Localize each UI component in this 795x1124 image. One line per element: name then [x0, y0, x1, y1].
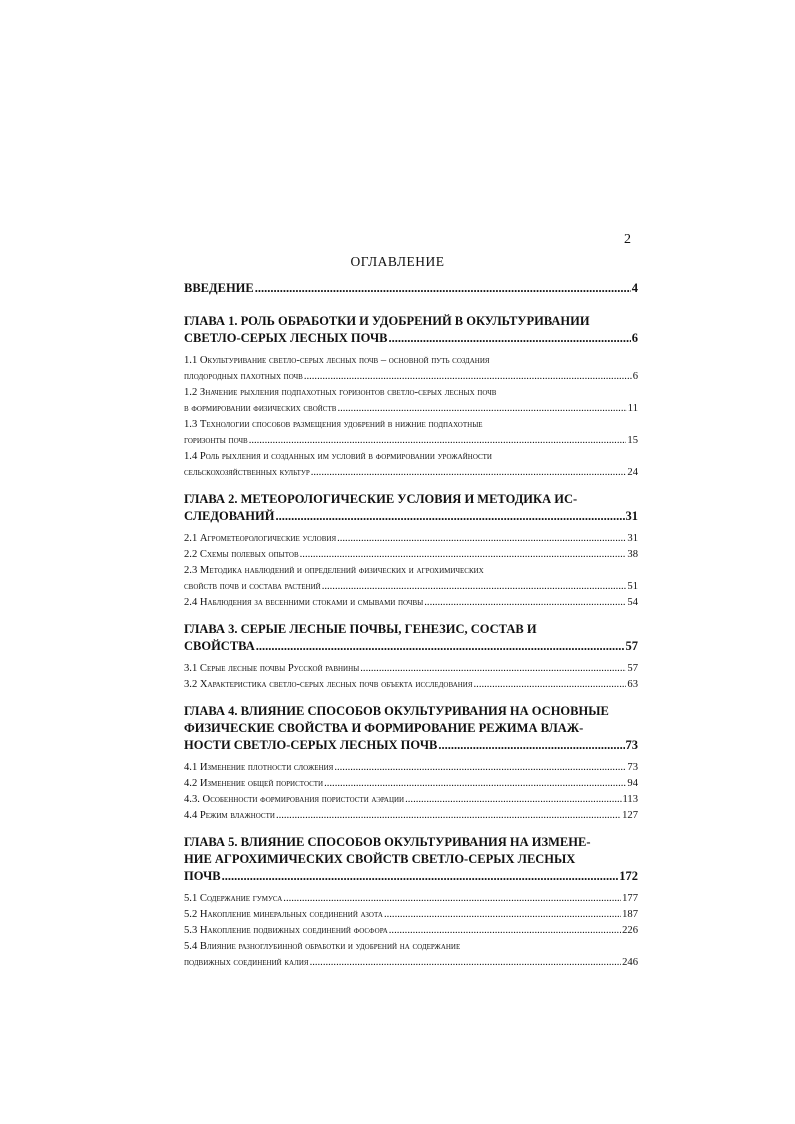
dot-leader: [256, 638, 625, 655]
toc-entry-title-line: 4.3. Особенности формирования пористости аэрации: [184, 794, 405, 805]
toc-title: ОГЛАВЛЕНИЕ: [350, 254, 445, 269]
toc-entry-page-number: 172: [619, 869, 638, 883]
toc-entry-title-line: свойств почв и состава растений: [184, 581, 321, 592]
toc-chapter-entry[interactable]: [184, 280, 638, 297]
dot-leader: [337, 401, 626, 417]
toc-entry-title-line: 4.2 Изменение общей пористости: [184, 778, 324, 789]
toc-entry-title-line: ФИЗИЧЕСКИЕ СВОЙСТВА И ФОРМИРОВАНИЕ РЕЖИМА ВЛАЖ-: [184, 721, 584, 735]
table-of-contents: [184, 280, 638, 971]
toc-entry-page-number: 226: [622, 925, 638, 936]
toc-entry-page-number: 6: [631, 331, 638, 345]
chapter-separator: [184, 693, 638, 703]
dot-leader: [384, 907, 621, 923]
chapter-separator: [184, 481, 638, 491]
dot-leader: [438, 737, 624, 754]
toc-entry-title-line: 1.2 Значение рыхления подпахотных горизонтов светло-серых лесных почв: [184, 387, 497, 398]
toc-entry-title-line: горизонты почв: [184, 435, 248, 446]
toc-entry-title-line: ПОЧВ: [184, 869, 221, 883]
toc-entry-title-line: 1.3 Технологии способов размещения удобрений в нижние подпахотные: [184, 419, 483, 430]
dot-leader: [360, 661, 626, 677]
toc-entry-page-number: 4: [631, 281, 638, 295]
dot-leader: [276, 808, 621, 824]
dot-leader: [389, 923, 621, 939]
toc-entry-page-number: 187: [622, 909, 638, 920]
toc-entry-title-line: сельскохозяйственных культур: [184, 467, 310, 478]
toc-entry-page-number: 31: [625, 509, 638, 523]
dot-leader: [474, 677, 627, 693]
toc-section-entry[interactable]: [184, 907, 638, 923]
toc-section-entry[interactable]: [184, 417, 638, 449]
toc-entry-title-line: 2.2 Схемы полевых опытов: [184, 549, 299, 560]
toc-entry-page-number: 127: [622, 810, 638, 821]
toc-entry-title-line: ГЛАВА 2. МЕТЕОРОЛОГИЧЕСКИЕ УСЛОВИЯ И МЕТОДИКА ИС-: [184, 492, 578, 506]
toc-section-entry[interactable]: [184, 776, 638, 792]
toc-entry-title-line: в формировании физических свойств: [184, 403, 337, 414]
dot-leader: [389, 330, 631, 347]
page-number: 2: [624, 232, 631, 247]
toc-entry-title-line: НИЕ АГРОХИМИЧЕСКИХ СВОЙСТВ СВЕТЛО-СЕРЫХ ЛЕСНЫХ: [184, 852, 576, 866]
toc-chapter-entry[interactable]: [184, 491, 638, 525]
dot-leader: [324, 776, 626, 792]
toc-entry-title-line: 5.2 Накопление минеральных соединений азота: [184, 909, 383, 920]
toc-entry-title-line: 5.3 Накопление подвижных соединений фосфора: [184, 925, 388, 936]
toc-chapter-entry[interactable]: [184, 621, 638, 655]
toc-entry-title-line: подвижных соединений калия: [184, 957, 309, 968]
dot-leader: [222, 868, 619, 885]
dot-leader: [322, 579, 627, 595]
toc-entry-title-line: 3.2 Характеристика светло-серых лесных почв объекта исследования: [184, 679, 473, 690]
toc-entry-page-number: 94: [627, 778, 638, 789]
toc-chapter-entry[interactable]: [184, 834, 638, 885]
toc-section-entry[interactable]: [184, 891, 638, 907]
toc-section-entry[interactable]: [184, 677, 638, 693]
toc-section-entry[interactable]: [184, 353, 638, 385]
toc-entry-title-line: НОСТИ СВЕТЛО-СЕРЫХ ЛЕСНЫХ ПОЧВ: [184, 738, 438, 752]
toc-section-entry[interactable]: [184, 449, 638, 481]
toc-entry-title-line: 3.1 Серые лесные почвы Русской равнины: [184, 663, 360, 674]
toc-section-entry[interactable]: [184, 923, 638, 939]
toc-section-entry[interactable]: [184, 760, 638, 776]
toc-section-entry[interactable]: [184, 808, 638, 824]
toc-entry-page-number: 15: [627, 435, 638, 446]
toc-entry-title-line: 4.1 Изменение плотности сложения: [184, 762, 334, 773]
toc-section-entry[interactable]: [184, 661, 638, 677]
toc-section-entry[interactable]: [184, 531, 638, 547]
toc-entry-title-line: ГЛАВА 5. ВЛИЯНИЕ СПОСОБОВ ОКУЛЬТУРИВАНИЯ НА ИЗМЕНЕ-: [184, 835, 591, 849]
toc-entry-title-line: ГЛАВА 3. СЕРЫЕ ЛЕСНЫЕ ПОЧВЫ, ГЕНЕЗИС, СОСТАВ И: [184, 622, 537, 636]
toc-section-entry[interactable]: [184, 385, 638, 417]
toc-entry-title-line: 2.4 Наблюдения за весенними стоками и смывами почвы: [184, 597, 424, 608]
toc-entry-page-number: 63: [627, 679, 638, 690]
chapter-separator: [184, 303, 638, 313]
dot-leader: [405, 792, 621, 808]
dot-leader: [275, 508, 624, 525]
toc-entry-title-line: 1.4 Роль рыхления и созданных им условий в формировании урожайности: [184, 451, 492, 462]
toc-section-entry[interactable]: [184, 595, 638, 611]
dot-leader: [310, 955, 622, 971]
toc-entry-page-number: 113: [622, 794, 638, 805]
dot-leader: [249, 433, 627, 449]
toc-entry-title-line: 5.1 Содержание гумуса: [184, 893, 283, 904]
toc-entry-page-number: 177: [622, 893, 638, 904]
dot-leader: [337, 531, 626, 547]
dot-leader: [334, 760, 626, 776]
dot-leader: [300, 547, 627, 563]
toc-entry-page-number: 51: [627, 581, 638, 592]
dot-leader: [255, 280, 631, 297]
toc-section-entry[interactable]: [184, 563, 638, 595]
toc-entry-page-number: 54: [627, 597, 638, 608]
toc-entry-title-line: 2.1 Агрометеорологические условия: [184, 533, 337, 544]
dot-leader: [304, 369, 632, 385]
toc-entry-title-line: ГЛАВА 1. РОЛЬ ОБРАБОТКИ И УДОБРЕНИЙ В ОКУЛЬТУРИВАНИИ: [184, 314, 590, 328]
toc-entry-title-line: 4.4 Режим влажности: [184, 810, 275, 821]
toc-chapter-entry[interactable]: [184, 313, 638, 347]
toc-entry-title-line: ВВЕДЕНИЕ: [184, 281, 254, 295]
toc-entry-title-line: СВОЙСТВА: [184, 639, 255, 653]
toc-entry-page-number: 57: [625, 639, 638, 653]
toc-entry-page-number: 73: [625, 738, 638, 752]
dot-leader: [311, 465, 627, 481]
toc-chapter-entry[interactable]: [184, 703, 638, 754]
toc-entry-title-line: СЛЕДОВАНИЙ: [184, 509, 275, 523]
toc-entry-title-line: СВЕТЛО-СЕРЫХ ЛЕСНЫХ ПОЧВ: [184, 331, 388, 345]
toc-section-entry[interactable]: [184, 792, 638, 808]
toc-entry-title-line: 5.4 Влияние разноглубинной обработки и удобрений на содержание: [184, 941, 461, 952]
toc-entry-page-number: 57: [627, 663, 638, 674]
toc-entry-title-line: 1.1 Окультуривание светло-серых лесных почв – основной путь создания: [184, 355, 490, 366]
toc-entry-page-number: 31: [627, 533, 638, 544]
toc-entry-page-number: 24: [627, 467, 638, 478]
dot-leader: [283, 891, 621, 907]
toc-section-entry[interactable]: [184, 547, 638, 563]
toc-entry-page-number: 246: [622, 957, 638, 968]
chapter-separator: [184, 611, 638, 621]
toc-entry-title-line: 2.3 Методика наблюдений и определений физических и агрохимических: [184, 565, 484, 576]
toc-entry-page-number: 6: [632, 371, 638, 382]
toc-section-entry[interactable]: [184, 939, 638, 971]
chapter-separator: [184, 824, 638, 834]
dot-leader: [424, 595, 626, 611]
toc-entry-page-number: 11: [627, 403, 638, 414]
toc-entry-page-number: 38: [627, 549, 638, 560]
toc-entry-title-line: ГЛАВА 4. ВЛИЯНИЕ СПОСОБОВ ОКУЛЬТУРИВАНИЯ НА ОСНОВНЫЕ: [184, 704, 609, 718]
toc-entry-page-number: 73: [627, 762, 638, 773]
toc-entry-title-line: плодородных пахотных почв: [184, 371, 303, 382]
